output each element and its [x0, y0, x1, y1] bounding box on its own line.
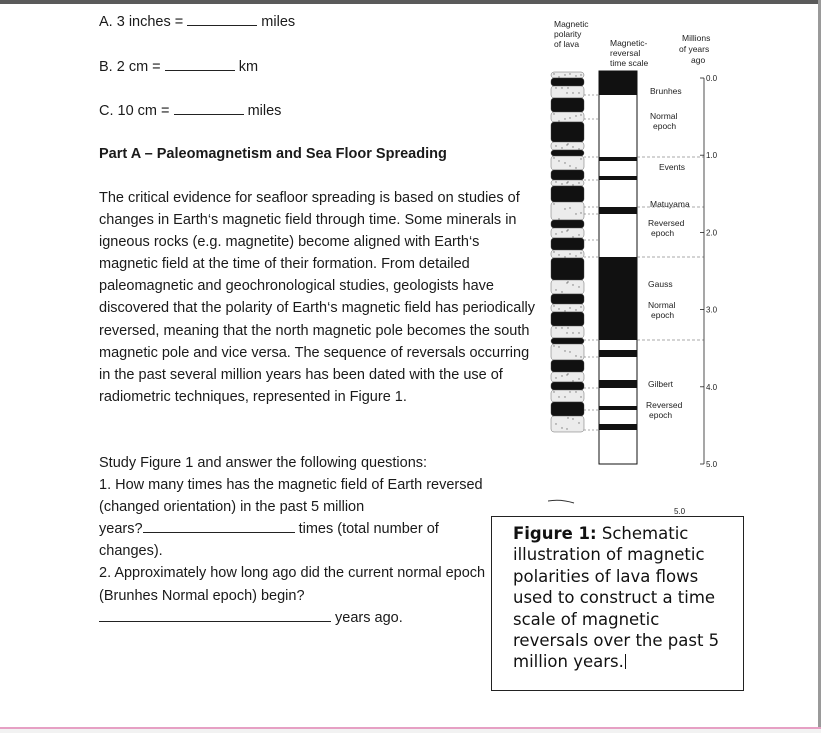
epoch-label: Normal	[650, 111, 678, 121]
epoch-label: Matuyama	[650, 199, 690, 209]
question-2	[99, 562, 519, 628]
lava-stipple-dot	[561, 231, 562, 232]
lava-stipple-dot	[578, 378, 579, 379]
conversion-c-unit: miles	[247, 103, 282, 119]
lava-stipple-dot	[553, 251, 554, 252]
age-axis-ticks	[700, 74, 718, 469]
question-2-text: 2. Approximately how long ago did the current normal epoch (Brunhes Normal epoch) begin?	[99, 565, 486, 604]
lava-flow-stipple	[551, 112, 584, 122]
epoch-sublabel: epoch	[653, 121, 677, 131]
epoch-labels	[646, 86, 690, 420]
conversion-b-label: B. 2 cm =	[99, 59, 161, 75]
normal-polarity-band	[599, 406, 637, 410]
fig-header-years-1: Millions	[682, 33, 711, 43]
question-1-suffix: times (total number of	[298, 521, 439, 538]
lava-flow-reversed	[551, 338, 584, 344]
viewer-top-border	[0, 0, 821, 4]
lava-stipple-dot	[567, 229, 568, 230]
lava-flow-reversed	[551, 238, 584, 250]
fig-bottom-label: 5.0	[674, 507, 686, 515]
lava-stipple-dot	[555, 327, 556, 328]
lava-flow-reversed	[551, 294, 584, 304]
conversion-a-label: A. 3 inches =	[99, 14, 184, 30]
lava-stipple-dot	[553, 345, 554, 346]
intro-paragraph: The critical evidence for seafloor spreading is based on studies of changes in Earth‘s magnetic field through time. Some minerals in igneous rocks (e.g. magnetite) become aligned with Earth‘s magnetic field at the time of their formation. From detailed paleomagnetic and geochronological studies, geologists have discovered that the polarity of Earth‘s magnetic field has periodically reversed, meaning that the north magnetic pole becomes the south magnetic pole and vice versa. The sequence of reversals occurring in the past several million years has been dated with the use of radiometric techniques, represented in Figure 1.	[99, 190, 536, 405]
lava-stipple-dot	[567, 181, 568, 182]
lava-stipple-dot	[558, 308, 559, 309]
lava-stipple-dot	[553, 305, 554, 306]
lava-stipple-dot	[580, 74, 581, 75]
normal-polarity-band	[599, 71, 637, 95]
lava-stipple-dot	[580, 158, 581, 159]
lava-stipple-dot	[578, 234, 579, 235]
lava-stipple-dot	[553, 157, 554, 158]
lava-stipple-dot	[558, 120, 559, 121]
lava-stipple-dot	[555, 181, 556, 182]
fig-header-lava-3: of lava	[554, 39, 580, 49]
lava-stipple-dot	[580, 252, 581, 253]
lava-stipple-dot	[578, 422, 579, 423]
normal-polarity-band	[599, 424, 637, 430]
lava-stipple-dot	[569, 253, 570, 254]
lava-stipple-dot	[580, 114, 581, 115]
lava-stipple-dot	[567, 87, 568, 88]
fig-header-scale-1: Magnetic-	[610, 38, 648, 48]
lava-flow-reversed	[551, 220, 584, 228]
lava-stipple-dot	[572, 380, 573, 381]
question-2-answer-blank[interactable]	[99, 608, 331, 622]
lava-stipple-dot	[558, 346, 559, 347]
lava-stipple-dot	[566, 282, 567, 283]
lava-stipple-dot	[580, 396, 581, 397]
conversion-c-blank[interactable]	[174, 101, 244, 115]
caption-label: Figure 1:	[513, 524, 597, 543]
lava-stipple-dot	[567, 281, 568, 282]
conversion-a	[99, 12, 295, 31]
lava-stipple-dot	[575, 309, 576, 310]
epoch-label: Normal	[648, 300, 676, 310]
lava-polarity-column	[551, 72, 584, 432]
normal-polarity-band	[599, 380, 637, 388]
lava-stipple-dot	[575, 167, 576, 168]
text-cursor	[625, 654, 626, 669]
lava-flow-stipple	[551, 250, 584, 258]
lava-flow-stipple	[551, 390, 584, 402]
lava-stipple-dot	[569, 117, 570, 118]
lava-stipple-dot	[578, 182, 579, 183]
lava-stipple-dot	[567, 373, 568, 374]
question-1-changes: changes).	[99, 543, 163, 560]
lava-stipple-dot	[569, 351, 570, 352]
lava-stipple-dot	[566, 144, 567, 145]
lava-stipple-dot	[566, 182, 567, 183]
lava-stipple-dot	[564, 208, 565, 209]
lava-stipple-dot	[555, 289, 556, 290]
conversion-b	[99, 57, 258, 76]
lava-flow-stipple	[551, 304, 584, 312]
lava-flow-stipple	[551, 72, 584, 78]
lava-stipple-dot	[564, 256, 565, 257]
normal-polarity-band	[599, 207, 637, 214]
fig-header-scale-3: time scale	[610, 58, 649, 68]
lava-stipple-dot	[566, 92, 567, 93]
fig-header-lava-2: polarity	[554, 29, 582, 39]
lava-stipple-dot	[561, 427, 562, 428]
lava-stipple-dot	[566, 230, 567, 231]
lava-flow-reversed	[551, 122, 584, 142]
question-1-text: 1. How many times has the magnetic field of Earth reversed (changed orientation) in the past 5 million	[99, 477, 483, 516]
lava-stipple-dot	[580, 212, 581, 213]
age-tick-label: 2.0	[706, 228, 718, 238]
lava-stipple-dot	[564, 118, 565, 119]
lava-stipple-dot	[580, 306, 581, 307]
lava-stipple-dot	[572, 92, 573, 93]
epoch-label: Events	[659, 162, 685, 172]
lava-stipple-dot	[553, 391, 554, 392]
lava-stipple-dot	[572, 418, 573, 419]
lava-flow-reversed	[551, 382, 584, 390]
lava-flow-stipple	[551, 202, 584, 220]
lava-stipple-dot	[569, 165, 570, 166]
fig-header-years-2: of years	[679, 44, 710, 54]
viewer-bottom-strip	[0, 729, 821, 733]
caption-text: Schematic illustration of magnetic polarities of lava flows used to construct a time scale of magnetic reversals over the past 5 million years.	[513, 524, 720, 672]
lava-stipple-dot	[575, 391, 576, 392]
lava-stipple-dot	[555, 423, 556, 424]
lava-stipple-dot	[575, 115, 576, 116]
lava-stipple-dot	[575, 355, 576, 356]
lava-stipple-dot	[558, 218, 559, 219]
age-tick-label: 4.0	[706, 382, 718, 392]
question-2-suffix: years ago.	[335, 609, 403, 626]
epoch-label: Reversed	[646, 400, 683, 410]
lava-flow-reversed	[551, 170, 584, 180]
questions-intro: Study Figure 1 and answer the following questions:	[99, 455, 428, 471]
conversion-a-unit: miles	[261, 14, 296, 30]
conversion-a-blank[interactable]	[187, 12, 257, 26]
normal-polarity-band	[599, 157, 637, 161]
lava-stipple-dot	[558, 254, 559, 255]
lava-stipple-dot	[564, 74, 565, 75]
epoch-sublabel: epoch	[651, 310, 675, 320]
age-tick-label: 0.0	[706, 74, 718, 83]
lava-stipple-dot	[566, 374, 567, 375]
lava-stipple-dot	[561, 375, 562, 376]
lava-flow-reversed	[551, 98, 584, 112]
fig-bottom-scribble	[548, 500, 574, 503]
questions-block	[99, 452, 519, 629]
lava-stipple-dot	[566, 428, 567, 429]
epoch-label: Gilbert	[648, 379, 674, 389]
lava-flow-reversed	[551, 402, 584, 416]
lava-flow-reversed	[551, 150, 584, 156]
lava-flow-reversed	[551, 186, 584, 202]
figure-magnetic-reversals	[548, 10, 730, 515]
question-1	[99, 474, 519, 562]
lava-stipple-dot	[569, 73, 570, 74]
lava-flow-stipple	[551, 344, 584, 360]
epoch-label: Reversed	[648, 218, 685, 228]
normal-polarity-band	[599, 176, 637, 180]
lava-stipple-dot	[567, 327, 568, 328]
fig-header-lava-1: Magnetic	[554, 19, 589, 29]
lava-flow-reversed	[551, 78, 584, 86]
lava-stipple-dot	[555, 233, 556, 234]
lava-stipple-dot	[561, 87, 562, 88]
lava-stipple-dot	[569, 391, 570, 392]
epoch-sublabel: epoch	[649, 410, 673, 420]
lava-stipple-dot	[561, 147, 562, 148]
lava-flow-reversed	[551, 312, 584, 326]
lava-flow-reversed	[551, 360, 584, 372]
normal-polarity-band	[599, 350, 637, 357]
lava-stipple-dot	[578, 286, 579, 287]
lava-stipple-dot	[561, 327, 562, 328]
lava-stipple-dot	[575, 255, 576, 256]
lava-stipple-dot	[572, 236, 573, 237]
lava-stipple-dot	[578, 92, 579, 93]
lava-stipple-dot	[564, 350, 565, 351]
lava-stipple-dot	[558, 396, 559, 397]
lava-stipple-dot	[553, 203, 554, 204]
epoch-label: Brunhes	[650, 86, 682, 96]
age-tick-label: 1.0	[706, 151, 718, 161]
lava-flow-stipple	[551, 372, 584, 382]
normal-polarity-band	[599, 257, 637, 340]
lava-stipple-dot	[567, 143, 568, 144]
epoch-sublabel: epoch	[651, 228, 675, 238]
lava-stipple-dot	[553, 73, 554, 74]
lava-stipple-dot	[555, 377, 556, 378]
fig-header-years-3: ago	[691, 55, 706, 65]
conversion-b-unit: km	[238, 59, 259, 75]
lava-stipple-dot	[555, 87, 556, 88]
lava-flow-stipple	[551, 156, 584, 170]
lava-stipple-dot	[572, 146, 573, 147]
conversion-c	[99, 101, 281, 120]
conversion-b-blank[interactable]	[165, 57, 235, 71]
lava-stipple-dot	[572, 284, 573, 285]
question-1-years: years?	[99, 521, 143, 538]
lava-stipple-dot	[564, 396, 565, 397]
question-1-answer-blank[interactable]	[143, 519, 295, 533]
lava-flow-reversed	[551, 258, 584, 280]
lava-stipple-dot	[569, 207, 570, 208]
conversion-c-label: C. 10 cm =	[99, 103, 170, 119]
figure-caption	[491, 516, 744, 691]
lava-stipple-dot	[558, 76, 559, 77]
lava-stipple-dot	[561, 183, 562, 184]
epoch-label: Gauss	[648, 279, 673, 289]
lava-stipple-dot	[564, 310, 565, 311]
lava-stipple-dot	[575, 213, 576, 214]
lava-stipple-dot	[566, 332, 567, 333]
lava-stipple-dot	[555, 145, 556, 146]
section-heading: Part A – Paleomagnetism and Sea Floor Spreading	[99, 146, 447, 162]
lava-flow-stipple	[551, 228, 584, 238]
lava-stipple-dot	[567, 417, 568, 418]
lava-stipple-dot	[572, 184, 573, 185]
fig-header-scale-2: reversal	[610, 48, 641, 58]
lava-stipple-dot	[578, 148, 579, 149]
lava-stipple-dot	[578, 332, 579, 333]
lava-stipple-dot	[561, 291, 562, 292]
lava-stipple-dot	[569, 307, 570, 308]
lava-stipple-dot	[558, 160, 559, 161]
age-tick-label: 3.0	[706, 305, 718, 315]
lava-stipple-dot	[564, 162, 565, 163]
lava-stipple-dot	[572, 332, 573, 333]
lava-stipple-dot	[580, 356, 581, 357]
lava-stipple-dot	[553, 113, 554, 114]
age-tick-label: 5.0	[706, 460, 718, 469]
lava-stipple-dot	[575, 75, 576, 76]
